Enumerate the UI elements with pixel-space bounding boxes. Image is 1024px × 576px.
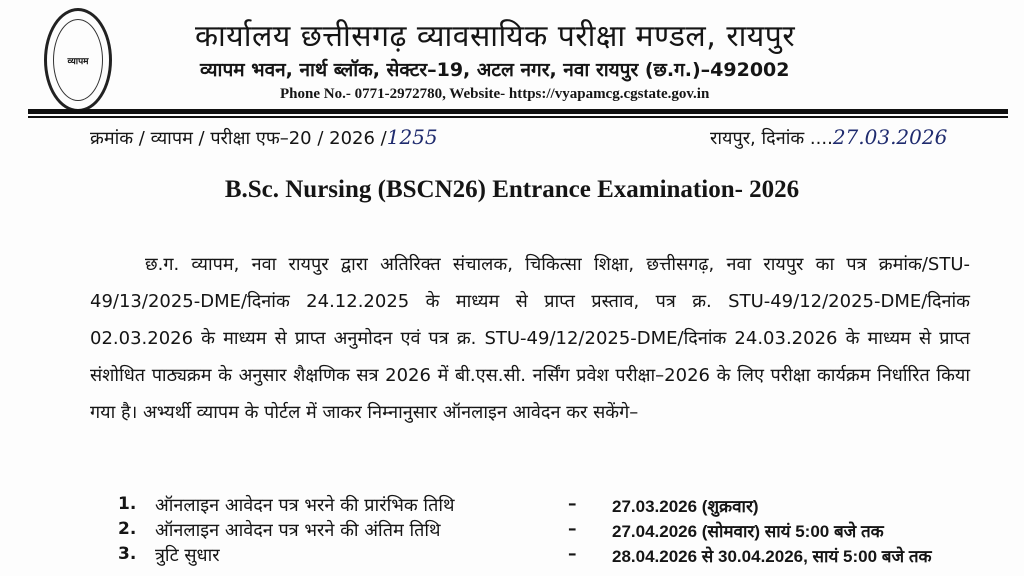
item-value: 27.04.2026 (सोमवार) सायं 5:00 बजे तक — [612, 522, 884, 541]
office-title: कार्यालय छत्तीसगढ़ व्यावसायिक परीक्षा मण्डल, रायपुर — [195, 19, 796, 54]
handwritten-number: 1255 — [386, 125, 438, 149]
reference-number — [90, 125, 438, 150]
body-paragraph: छ.ग. व्यापम, नवा रायपुर द्वारा अतिरिक्त संचालक, चिकित्सा शिक्षा, छत्तीसगढ़, नवा रायपुर का पत्र क्रमांक/STU-49/13/2025-DME/दिनांक 24.12.2025 के माध्यम से प्राप्त प्रस्ताव, पत्र क्र. STU-49/12/2025-DME/दिनांक 02.03.2026 के माध्यम से प्राप्त अनुमोदन एवं पत्र क्र. STU-49/12/2025-DME/दिनांक 24.03.2026 के माध्यम से प्राप्त संशोधित पाठ्यक्रम के अनुसार शैक्षणिक सत्र 2026 में बी.एस.सी. नर्सिंग प्रवेश परीक्षा–2026 के लिए परीक्षा कार्यक्रम निर्धारित किया गया है। अभ्यर्थी व्यापम के पोर्टल में जाकर निम्नानुसार ऑनलाइन आवेदन कर सकेंगे– — [90, 254, 970, 423]
item-label: त्रुटि सुधार — [155, 545, 220, 566]
document-heading: B.Sc. Nursing (BSCN26) Entrance Examination- 2026 — [224, 176, 800, 203]
item-number: 1. — [118, 494, 137, 514]
header-divider-thin — [28, 116, 1008, 118]
item-dash: – — [568, 494, 577, 514]
office-address: व्यापम भवन, नार्थ ब्लॉक, सेक्टर–19, अटल नगर, नवा रायपुर (छ.ग.)–492002 — [200, 59, 790, 81]
item-value: 28.04.2026 से 30.04.2026, सायं 5:00 बजे तक — [612, 547, 932, 566]
logo-emblem — [53, 19, 103, 101]
vyapam-logo — [44, 8, 112, 112]
reference-prefix: क्रमांक / व्यापम / परीक्षा एफ–20 / 2026 / — [90, 128, 387, 149]
item-number: 3. — [118, 544, 137, 564]
item-value: 27.03.2026 (शुक्रवार) — [612, 497, 759, 516]
handwritten-date: 27.03.2026 — [832, 125, 948, 149]
letter-date — [710, 125, 947, 150]
date-label: रायपुर, दिनांक — [710, 128, 810, 149]
logo-text: व्यापम — [67, 56, 89, 67]
item-dash: – — [568, 519, 577, 539]
header-divider — [28, 109, 1008, 114]
date-dots: .... — [809, 128, 833, 149]
item-label: ऑनलाइन आवेदन पत्र भरने की प्रारंभिक तिथि — [155, 495, 455, 516]
contact-line: Phone No.- 0771-2972780, Website- https://vyapamcg.cgstate.gov.in — [280, 86, 710, 102]
item-dash: – — [568, 544, 577, 564]
item-label: ऑनलाइन आवेदन पत्र भरने की अंतिम तिथि — [155, 520, 441, 541]
item-number: 2. — [118, 519, 137, 539]
